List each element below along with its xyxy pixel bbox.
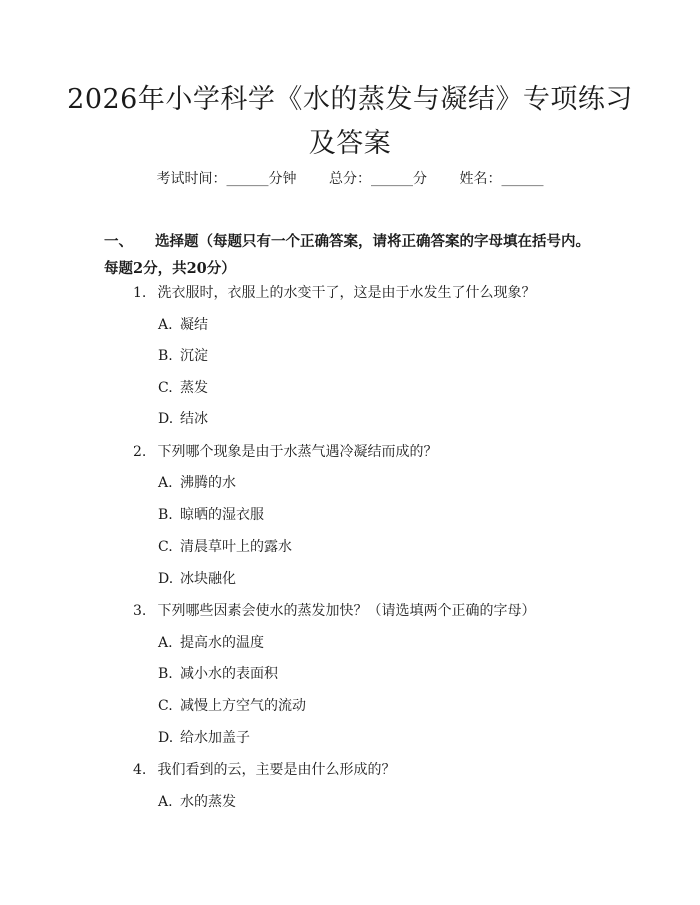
option-text: 水的蒸发 (180, 794, 236, 810)
option-text: 减小水的表面积 (180, 666, 278, 682)
option-text: 沉淀 (180, 348, 208, 364)
question-text: 我们看到的云，主要是由什么形成的？ (157, 762, 396, 778)
option-text: 蒸发 (180, 380, 208, 396)
option-text: 冰块融化 (180, 571, 236, 587)
question-3 (133, 600, 535, 620)
question-text: 洗衣服时，衣服上的水变干了，这是由于水发生了什么现象？ (157, 285, 536, 301)
option-item (158, 536, 292, 556)
option-item (158, 727, 250, 747)
option-letter: A. (158, 635, 173, 651)
option-item (158, 791, 236, 811)
student-name: 姓名：______ (459, 171, 544, 187)
option-letter: B. (158, 348, 173, 364)
section-instructions: 选择题（每题只有一个正确答案，请将正确答案的字母填在括号内。每题2分，共20分） (104, 233, 590, 277)
question-text: 下列哪些因素会使水的蒸发加快？（请选填两个正确的字母） (157, 603, 536, 619)
total-score: 总分：______分 (329, 171, 427, 187)
option-item (158, 568, 236, 588)
option-text: 给水加盖子 (180, 730, 250, 746)
option-text: 清晨草叶上的露水 (180, 539, 292, 555)
exam-time: 考试时间：______分钟 (156, 171, 297, 187)
option-item (158, 663, 278, 683)
option-item (158, 472, 236, 492)
exam-meta (0, 168, 700, 188)
option-text: 沸腾的水 (180, 475, 236, 491)
option-letter: B. (158, 507, 173, 523)
option-text: 结冰 (180, 411, 208, 427)
document-title: 2026年小学科学《水的蒸发与凝结》专项练习及答案 (67, 84, 633, 159)
option-text: 提高水的温度 (180, 635, 264, 651)
section-number: 一、 (104, 233, 133, 250)
option-item (158, 314, 208, 334)
option-item (158, 345, 208, 365)
option-item (158, 408, 208, 428)
option-letter: B. (158, 666, 173, 682)
option-text: 凝结 (180, 317, 208, 333)
option-letter: A. (158, 475, 173, 491)
option-text: 减慢上方空气的流动 (180, 698, 306, 714)
question-number: 4. (133, 762, 147, 778)
option-letter: D. (158, 411, 174, 427)
question-number: 3. (133, 603, 147, 619)
option-item (158, 632, 264, 652)
question-2 (133, 441, 437, 461)
option-letter: C. (158, 380, 173, 396)
question-text: 下列哪个现象是由于水蒸气遇冷凝结而成的？ (157, 444, 438, 460)
option-item (158, 695, 306, 715)
question-number: 1. (133, 285, 147, 301)
option-letter: C. (158, 539, 173, 555)
option-letter: A. (158, 317, 173, 333)
option-item (158, 504, 264, 524)
option-letter: D. (158, 571, 174, 587)
question-1 (133, 282, 535, 302)
option-letter: D. (158, 730, 174, 746)
section-heading (104, 228, 594, 282)
option-letter: A. (158, 794, 173, 810)
option-text: 晾晒的湿衣服 (180, 507, 264, 523)
option-letter: C. (158, 698, 173, 714)
question-number: 2. (133, 444, 147, 460)
option-item (158, 377, 208, 397)
question-4 (133, 759, 395, 779)
